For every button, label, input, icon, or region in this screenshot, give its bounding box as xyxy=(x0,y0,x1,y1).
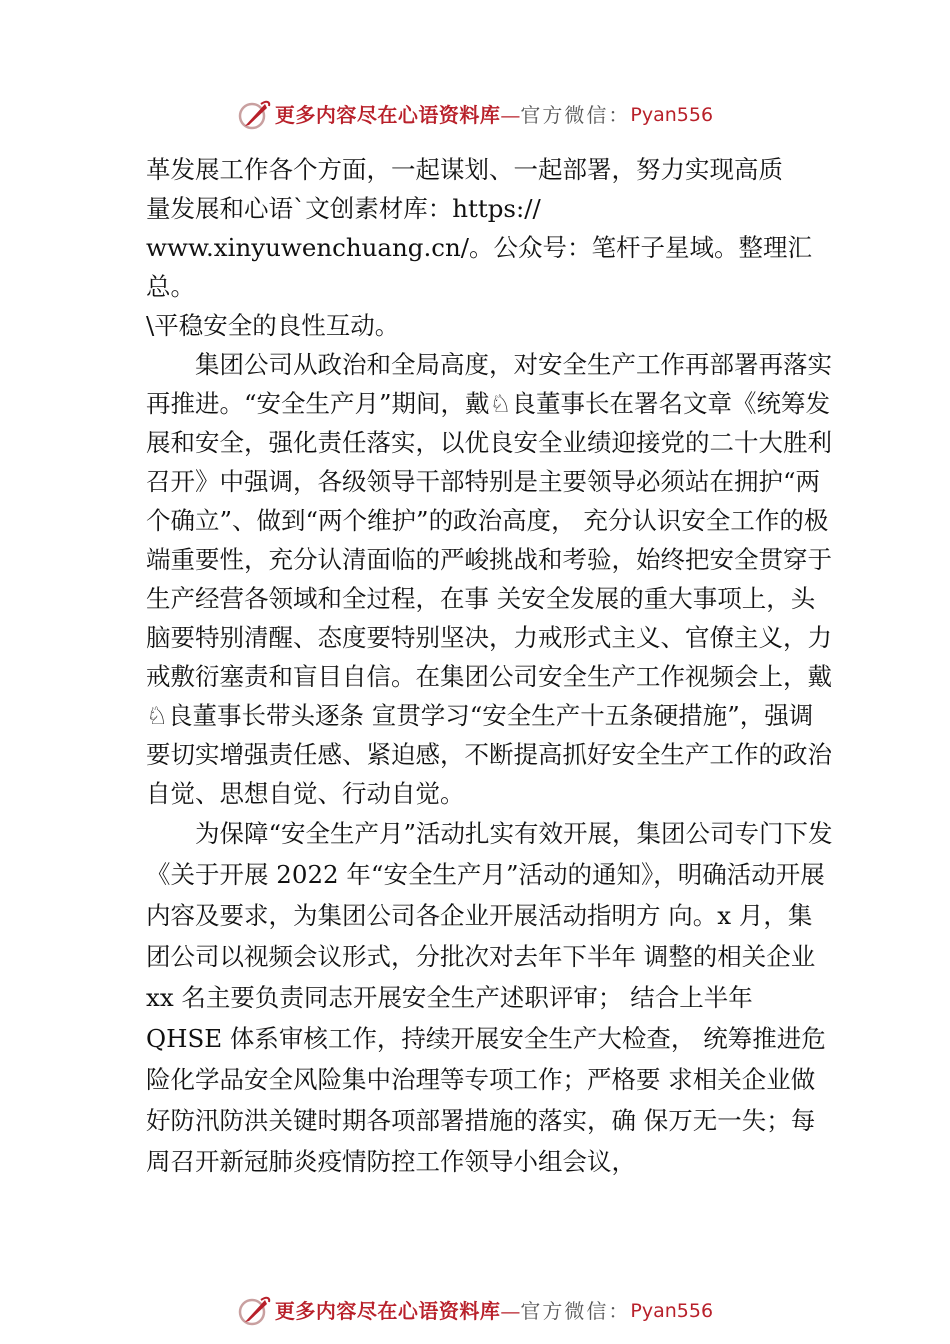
p1-line-3: www.xinyuwenchuang.cn/。公众号：笔杆子星域。整理汇总。 xyxy=(146,233,812,301)
paragraph-continued xyxy=(146,150,836,345)
header-wechat-id: Pyan556 xyxy=(630,104,714,126)
header-site-name: 更多内容尽在心语资料库 xyxy=(274,103,501,127)
paragraph-safety-month-activities: 为保障“安全生产月”活动扎实有效开展，集团公司专门下发《关于开展 2022 年“安全生产月”活动的通知》，明确活动开展内容及要求，为集团公司各企业开展活动指明方 向。x 月，集团公司以视频会议形式，分批次对去年下半年 调整的相关企业 xx 名主要负责同志开展安全生产述职评审； 结合上半年 QHSE 体系审核工作，持续开展安全生产大检查， 统筹推进危险化学品安全风险集中治理等专项工作；严格要 求相关企业做好防汛防洪关键时期各项部署措施的落实，确 保万无一失；每周召开新冠肺炎疫情防控工作领导小组会议， xyxy=(146,819,833,1176)
footer-official-label: 官方微信： xyxy=(520,1299,631,1323)
footer-wechat-id: Pyan556 xyxy=(630,1300,714,1322)
footer-site-name: 更多内容尽在心语资料库 xyxy=(274,1299,501,1323)
footer-separator: — xyxy=(500,1299,521,1323)
quill-pen-circle-icon xyxy=(237,1294,271,1328)
p1-line-1: 革发展工作各个方面，一起谋划、一起部署，努力实现高质 xyxy=(146,155,783,184)
header-separator: — xyxy=(500,103,521,127)
document-body xyxy=(146,150,836,1182)
quill-pen-circle-icon xyxy=(237,98,271,132)
page-header-banner xyxy=(0,98,950,132)
p1-line-4: \平稳安全的良性互动。 xyxy=(146,311,400,340)
p1-line-2: 量发展和心语`文创素材库：https:// xyxy=(146,194,541,223)
header-official-label: 官方微信： xyxy=(520,103,631,127)
paragraph-safety-month-leadership: 集团公司从政治和全局高度，对安全生产工作再部署再落实再推进。“安全生产月”期间，戴♘良董事长在署名文章《统筹发展和安全，强化责任落实，以优良安全业绩迎接党的二十大胜利召开》中强调，各级领导干部特别是主要领导必须站在拥护“两个确立”、做到“两个维护”的政治高度， 充分认识安全工作的极端重要性，充分认清面临的严峻挑战和考验，始终把安全贯穿于生产经营各领域和全过程，在事 关安全发展的重大事项上，头脑要特别清醒、态度要特别坚决，力戒形式主义、官僚主义，力戒敷衍塞责和盲目自信。在集团公司安全生产工作视频会上，戴♘良董事长带头逐条 宣贯学习“安全生产十五条硬措施”，强调要切实增强责任感、紧迫感，不断提高抓好安全生产工作的政治自觉、思想自觉、行动自觉。 xyxy=(146,350,832,808)
page-footer-banner xyxy=(0,1294,950,1328)
